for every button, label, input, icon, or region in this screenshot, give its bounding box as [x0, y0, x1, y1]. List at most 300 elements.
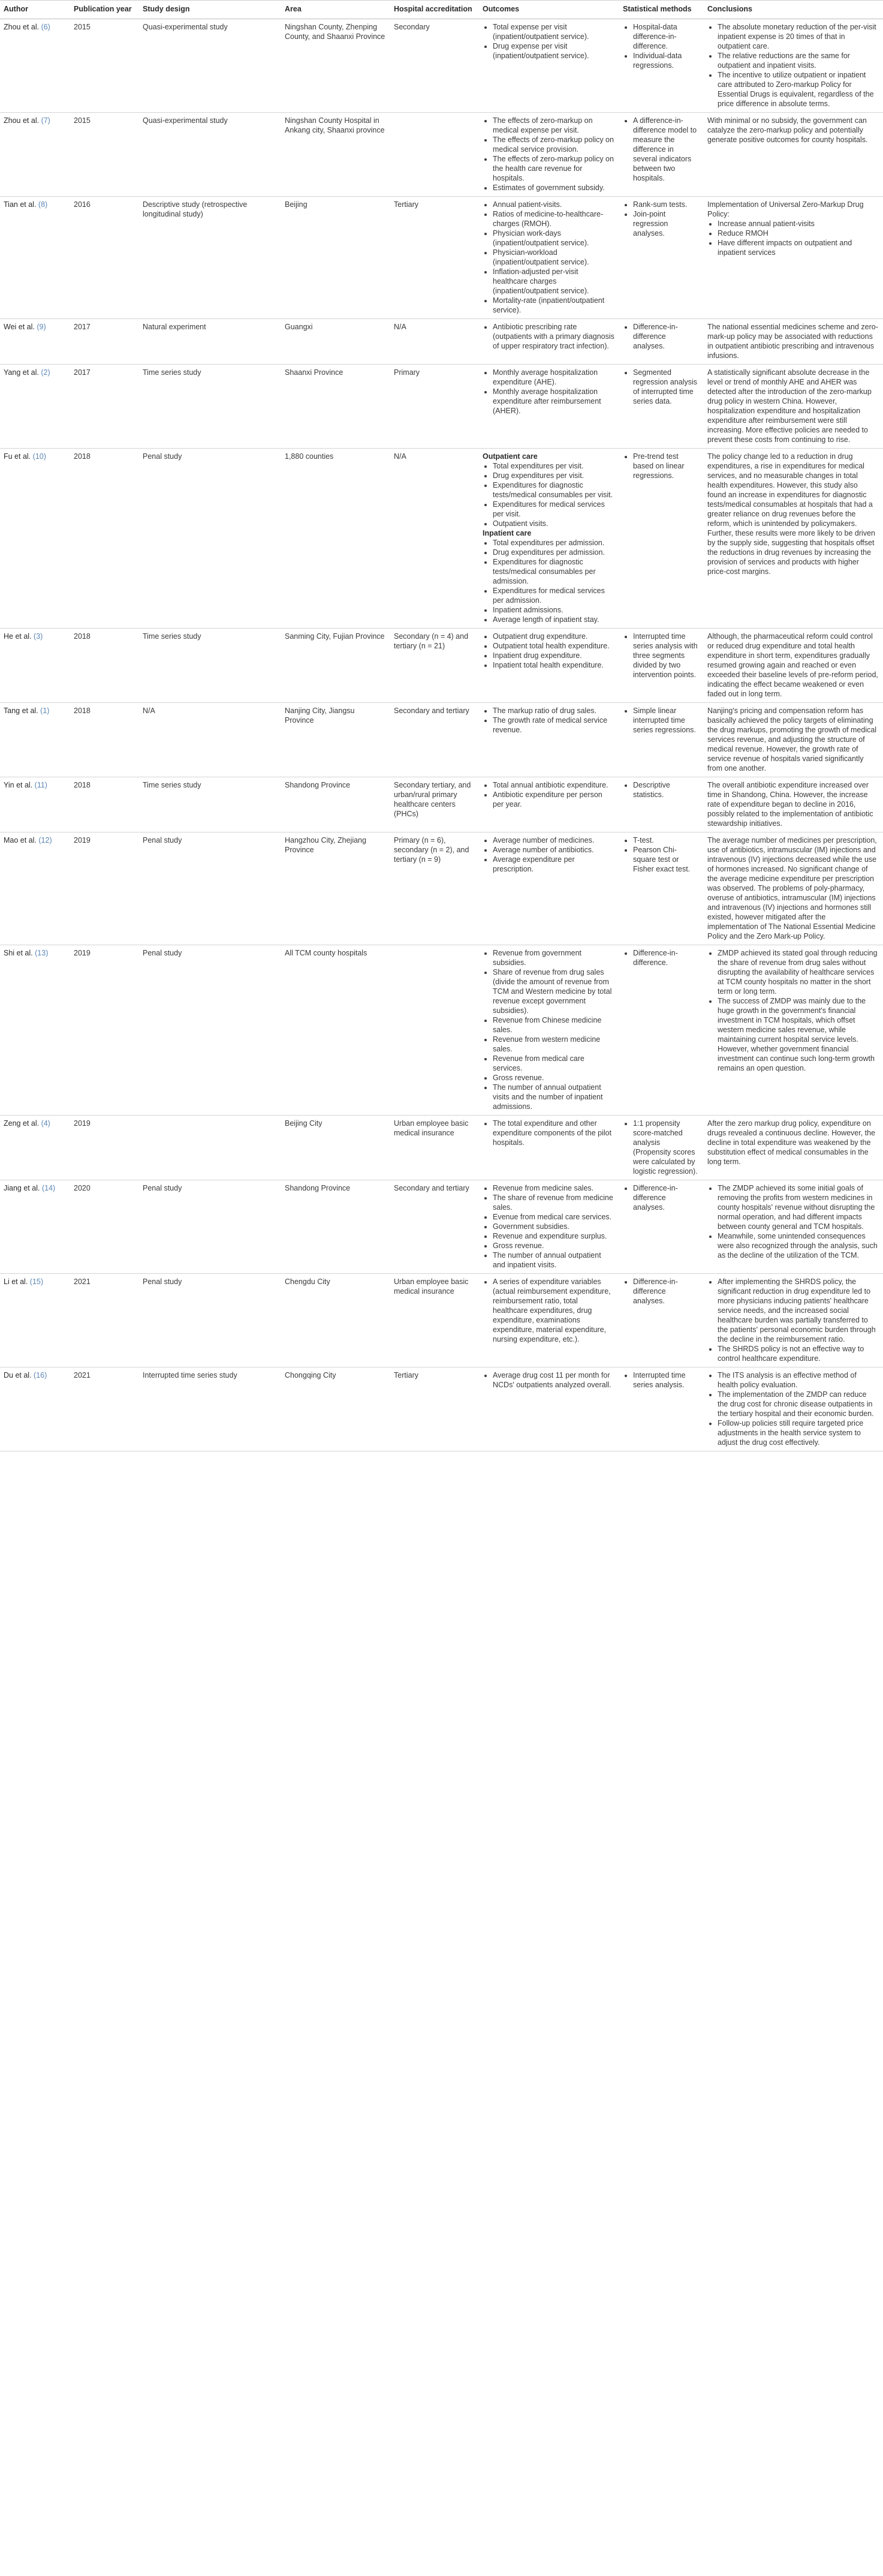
conclusion-item: • The absolute monetary reduction of the per-visit inpatient expense is 20 times of that in outpatient care.	[718, 22, 878, 51]
conclusion-item: • ZMDP achieved its stated goal through reducing the share of revenue from drug sales without disrupting the availability of healthcare services at TCM county hospitals no matter in the short term or long term.	[718, 948, 878, 996]
year-cell: 2018	[70, 449, 139, 629]
reference-link: (13)	[35, 949, 49, 957]
table-row	[0, 1367, 883, 1451]
conclusion-item: • The incentive to utilize outpatient or inpatient care attributed to Zero-markup Policy for Essential Drugs is equivalent, regardless of the price difference in absolute terms.	[718, 70, 878, 109]
author-name: Shi et al.	[4, 949, 33, 957]
method-item: • Rank-sum tests.	[633, 200, 699, 209]
reference-link: (11)	[34, 781, 47, 789]
conclusion-text: The overall antibiotic expenditure increased over time in Shandong, China. However, the increase rate of expenditure began to decline in 2016, possibly related to the implementation of antibiotic stewardship initiatives.	[707, 781, 873, 828]
area-cell: Nanjing City, Jiangsu Province	[281, 703, 390, 777]
author-cell	[0, 777, 70, 832]
methods-list	[623, 780, 699, 799]
accreditation-cell: N/A	[390, 319, 479, 365]
study-design-cell	[139, 1116, 281, 1180]
conclusions-cell	[704, 1274, 883, 1367]
outcomes-cell	[479, 777, 619, 832]
area-cell: 1,880 counties	[281, 449, 390, 629]
methods-cell	[619, 449, 704, 629]
year-cell: 2017	[70, 365, 139, 449]
accreditation-cell: N/A	[390, 449, 479, 629]
author-cell	[0, 1274, 70, 1367]
author-name: Jiang et al.	[4, 1184, 40, 1192]
outcomes-cell	[479, 1180, 619, 1274]
author-name: Zhou et al.	[4, 23, 40, 31]
author-cell	[0, 832, 70, 945]
author-name: Tang et al.	[4, 707, 38, 715]
outcomes-cell	[479, 19, 619, 113]
conclusion-item: • After implementing the SHRDS policy, the significant reduction in drug expenditure led to more physicians inducing patients' healthcare service needs, and the increased social healthcare burden was partially transferred to the patients' personal economic burden through the decline in the reimbursement ratio.	[718, 1277, 878, 1344]
outcomes-list	[483, 116, 614, 193]
author-name: Du et al.	[4, 1371, 32, 1379]
accreditation-cell	[390, 945, 479, 1116]
conclusion-item: • The success of ZMDP was mainly due to the huge growth in the government's financial investment in TCM hospitals, which offset western medicine sales revenue, while maintaining current hospital service levels. However, whether government financial investment can continue such long-term growth remains an open question.	[718, 996, 878, 1073]
study-design-cell: Penal study	[139, 449, 281, 629]
method-item: • Segmented regression analysis of interrupted time series data.	[633, 368, 699, 406]
table-row	[0, 832, 883, 945]
area-cell: Ningshan County Hospital in Ankang city, Shaanxi province	[281, 113, 390, 197]
outcome-item: • The share of revenue from medicine sales.	[493, 1193, 614, 1212]
reference-link: (9)	[37, 323, 46, 331]
year-cell: 2015	[70, 19, 139, 113]
outcome-item: • Total expenditures per admission.	[493, 538, 614, 548]
outcome-item: • Antibiotic prescribing rate (outpatients with a primary diagnosis of upper respiratory tract infection).	[493, 322, 614, 351]
methods-list	[623, 1119, 699, 1176]
outcomes-cell	[479, 1367, 619, 1451]
methods-list	[623, 1183, 699, 1212]
conclusions-cell	[704, 703, 883, 777]
conclusions-list	[707, 1183, 878, 1260]
conclusions-cell	[704, 832, 883, 945]
methods-list	[623, 200, 699, 238]
outcome-item: • Average number of antibiotics.	[493, 845, 614, 855]
conclusions-cell	[704, 629, 883, 703]
author-cell	[0, 319, 70, 365]
author-cell	[0, 1180, 70, 1274]
author-cell	[0, 1116, 70, 1180]
method-item: • A difference-in-difference model to measure the difference in several indicators between two hospitals.	[633, 116, 699, 183]
outcomes-list	[483, 780, 614, 809]
method-item: • T-test.	[633, 835, 699, 845]
methods-cell	[619, 19, 704, 113]
study-design-cell: Penal study	[139, 1180, 281, 1274]
outcome-item: • Estimates of government subsidy.	[493, 183, 614, 193]
conclusion-item: • The relative reductions are the same for outpatient and inpatient visits.	[718, 51, 878, 70]
outcome-item: • Outpatient total health expenditure.	[493, 641, 614, 651]
conclusions-list	[707, 1370, 878, 1447]
outcome-item: • Average drug cost 11 per month for NCDs' outpatients analyzed overall.	[493, 1370, 614, 1390]
author-cell	[0, 365, 70, 449]
area-cell: Guangxi	[281, 319, 390, 365]
outcome-item: • Expenditures for diagnostic tests/medical consumables per visit.	[493, 480, 614, 500]
outcome-item: • Antibiotic expenditure per person per year.	[493, 790, 614, 809]
table-row	[0, 113, 883, 197]
year-cell: 2021	[70, 1367, 139, 1451]
methods-list	[623, 322, 699, 351]
outcome-item: • Average length of inpatient stay.	[493, 615, 614, 624]
methods-list	[623, 1277, 699, 1306]
conclusions-list	[707, 22, 878, 109]
method-item: • Interrupted time series analysis with three segments divided by two intervention points.	[633, 632, 699, 680]
table-row	[0, 1180, 883, 1274]
conclusions-cell	[704, 1180, 883, 1274]
author-name: Zeng et al.	[4, 1119, 40, 1128]
year-cell: 2015	[70, 113, 139, 197]
outcome-item: • Evenue from medical care services.	[493, 1212, 614, 1222]
reference-link: (16)	[34, 1371, 47, 1379]
conclusion-text: The national essential medicines scheme and zero-mark-up policy may be associated with reductions in outpatient antibiotic prescribing and intravenous infusions.	[707, 323, 878, 360]
author-cell	[0, 1367, 70, 1451]
outcome-item: • Drug expenditures per visit.	[493, 471, 614, 480]
outcomes-cell	[479, 703, 619, 777]
year-cell: 2020	[70, 1180, 139, 1274]
column-header: Area	[281, 1, 390, 19]
method-item: • Difference-in-difference.	[633, 948, 699, 967]
table-row	[0, 629, 883, 703]
accreditation-cell: Secondary	[390, 19, 479, 113]
conclusion-item: • The ZMDP achieved its some initial goals of removing the profits from western medicines in county hospitals' revenue without disrupting the normal operation, and had different impacts between county general and TCM hospitals.	[718, 1183, 878, 1231]
methods-list	[623, 706, 699, 735]
outcomes-list	[483, 1119, 614, 1147]
outcome-item: • Outpatient visits.	[493, 519, 614, 528]
area-cell: Ningshan County, Zhenping County, and Shaanxi Province	[281, 19, 390, 113]
conclusions-cell	[704, 197, 883, 319]
conclusion-item: • Reduce RMOH	[718, 229, 878, 238]
method-item: • Individual-data regressions.	[633, 51, 699, 70]
outcomes-list	[483, 322, 614, 351]
method-item: • Interrupted time series analysis.	[633, 1370, 699, 1390]
outcome-item: • Inpatient total health expenditure.	[493, 660, 614, 670]
conclusion-text: The average number of medicines per prescription, use of antibiotics, intramuscular (IM) injections and intravenous (IV) injections decreased while the use of hormones increased. No significant change of the average medicine expenditure per prescription was observed. The problems of poly-pharmacy, overuse of antibiotics, intramuscular (IM) injections and intravenous (IV) injections and hormones still existed, however mitigated after the implementation of The National Essential Medicine Policy and the Zero Mark-up Policy.	[707, 836, 877, 940]
outcome-item: • Drug expenditures per admission.	[493, 548, 614, 557]
year-cell: 2019	[70, 945, 139, 1116]
outcome-item: • Revenue from Chinese medicine sales.	[493, 1015, 614, 1035]
outcome-item: • Inpatient drug expenditure.	[493, 651, 614, 660]
conclusion-item: • The ITS analysis is an effective method of health policy evaluation.	[718, 1370, 878, 1390]
outcome-item: • Total expenditures per visit.	[493, 461, 614, 471]
outcomes-cell	[479, 319, 619, 365]
outcome-item: • Total annual antibiotic expenditure.	[493, 780, 614, 790]
table-body	[0, 19, 883, 1451]
method-item: • Pre-trend test based on linear regressions.	[633, 452, 699, 480]
methods-list	[623, 835, 699, 874]
outcome-item: • Drug expense per visit (inpatient/outpatient service).	[493, 41, 614, 61]
conclusion-item: • Have different impacts on outpatient and inpatient services	[718, 238, 878, 257]
accreditation-cell: Primary (n = 6), secondary (n = 2), and tertiary (n = 9)	[390, 832, 479, 945]
reference-link: (1)	[40, 707, 50, 715]
outcome-item: • The markup ratio of drug sales.	[493, 706, 614, 716]
outcome-item: • The effects of zero-markup on medical expense per visit.	[493, 116, 614, 135]
area-cell: Chongqing City	[281, 1367, 390, 1451]
outcome-item: • Revenue from medicine sales.	[493, 1183, 614, 1193]
outcomes-list	[483, 22, 614, 61]
author-name: Yang et al.	[4, 368, 39, 377]
conclusions-cell	[704, 19, 883, 113]
author-cell	[0, 703, 70, 777]
methods-list	[623, 22, 699, 70]
year-cell: 2017	[70, 319, 139, 365]
year-cell: 2018	[70, 703, 139, 777]
methods-cell	[619, 365, 704, 449]
table-row	[0, 1116, 883, 1180]
table-row	[0, 1274, 883, 1367]
column-header: Author	[0, 1, 70, 19]
author-name: Li et al.	[4, 1278, 28, 1286]
outcomes-cell	[479, 449, 619, 629]
area-cell: All TCM county hospitals	[281, 945, 390, 1116]
accreditation-cell: Primary	[390, 365, 479, 449]
method-item: • 1:1 propensity score-matched analysis (Propensity scores were calculated by logistic regression).	[633, 1119, 699, 1176]
table-row	[0, 945, 883, 1116]
year-cell: 2016	[70, 197, 139, 319]
conclusions-cell	[704, 777, 883, 832]
outcomes-list	[483, 1370, 614, 1390]
outcome-item: • Expenditures for diagnostic tests/medical consumables per admission.	[493, 557, 614, 586]
outcome-item: • Government subsidies.	[493, 1222, 614, 1231]
conclusions-cell	[704, 1116, 883, 1180]
study-design-cell: Quasi-experimental study	[139, 19, 281, 113]
outcomes-cell	[479, 1274, 619, 1367]
outcome-item: • The number of annual outpatient visits and the number of inpatient admissions.	[493, 1083, 614, 1111]
methods-cell	[619, 945, 704, 1116]
methods-cell	[619, 319, 704, 365]
outcomes-list	[483, 452, 614, 624]
study-design-cell: Interrupted time series study	[139, 1367, 281, 1451]
author-name: Zhou et al.	[4, 116, 40, 125]
year-cell: 2018	[70, 777, 139, 832]
author-name: He et al.	[4, 632, 32, 641]
outcome-item: • Expenditures for medical services per visit.	[493, 500, 614, 519]
outcome-item: • Monthly average hospitalization expenditure after reimbursement (AHER).	[493, 387, 614, 416]
area-cell: Beijing	[281, 197, 390, 319]
outcome-item: • The number of annual outpatient and inpatient visits.	[493, 1251, 614, 1270]
conclusions-cell	[704, 449, 883, 629]
conclusions-list	[707, 219, 878, 257]
conclusion-text: Nanjing's pricing and compensation reform has basically achieved the policy targets of eliminating the drug markups, promoting the growth of medical services revenue, and adjusting the structure of medical revenue. However, the growth rate of service revenue of hospitals varied significantly from one another.	[707, 707, 877, 773]
outcome-item: • Annual patient-visits.	[493, 200, 614, 209]
study-design-cell: Penal study	[139, 945, 281, 1116]
outcome-item: • Inpatient admissions.	[493, 605, 614, 615]
outcomes-cell	[479, 832, 619, 945]
reference-link: (12)	[38, 836, 52, 844]
method-item: • Simple linear interrupted time series regressions.	[633, 706, 699, 735]
outcomes-list	[483, 948, 614, 1111]
methods-cell	[619, 832, 704, 945]
column-header: Outcomes	[479, 1, 619, 19]
outcomes-cell	[479, 629, 619, 703]
reference-link: (6)	[41, 23, 50, 31]
conclusions-cell	[704, 365, 883, 449]
methods-list	[623, 948, 699, 967]
outcome-item: • Share of revenue from drug sales (divide the amount of revenue from TCM and Western medicine by total revenue except government subsidies).	[493, 967, 614, 1015]
methods-cell	[619, 629, 704, 703]
methods-cell	[619, 197, 704, 319]
table-row	[0, 703, 883, 777]
outcomes-list	[483, 632, 614, 670]
conclusions-cell	[704, 945, 883, 1116]
header-row	[0, 1, 883, 19]
outcomes-list	[483, 1277, 614, 1344]
accreditation-cell: Tertiary	[390, 197, 479, 319]
accreditation-cell: Tertiary	[390, 1367, 479, 1451]
methods-list	[623, 452, 699, 480]
reference-link: (7)	[41, 116, 50, 125]
outcome-item: • The total expenditure and other expenditure components of the pilot hospitals.	[493, 1119, 614, 1147]
methods-cell	[619, 113, 704, 197]
area-cell: Hangzhou City, Zhejiang Province	[281, 832, 390, 945]
author-name: Tian et al.	[4, 200, 37, 209]
column-header: Hospital accreditation	[390, 1, 479, 19]
conclusion-text: With minimal or no subsidy, the government can catalyze the zero-markup policy and potentially generate positive outcomes for county hospitals.	[707, 116, 868, 144]
outcomes-list	[483, 706, 614, 735]
method-item: • Difference-in-difference analyses.	[633, 1277, 699, 1306]
outcome-item: • Gross revenue.	[493, 1073, 614, 1083]
table-row	[0, 19, 883, 113]
methods-cell	[619, 1116, 704, 1180]
reference-link: (15)	[29, 1278, 44, 1286]
methods-list	[623, 1370, 699, 1390]
method-item: • Hospital-data difference-in-difference.	[633, 22, 699, 51]
outcomes-list	[483, 1183, 614, 1270]
author-cell	[0, 19, 70, 113]
method-item: • Descriptive statistics.	[633, 780, 699, 799]
reference-link: (10)	[32, 452, 46, 461]
column-header: Conclusions	[704, 1, 883, 19]
method-item: • Difference-in-difference analyses.	[633, 322, 699, 351]
outcome-item: • Gross revenue.	[493, 1241, 614, 1251]
accreditation-cell: Urban employee basic medical insurance	[390, 1274, 479, 1367]
author-name: Wei et al.	[4, 323, 35, 331]
table-row	[0, 365, 883, 449]
methods-list	[623, 116, 699, 183]
year-cell: 2019	[70, 1116, 139, 1180]
methods-cell	[619, 703, 704, 777]
outcomes-cell	[479, 1116, 619, 1180]
area-cell: Sanming City, Fujian Province	[281, 629, 390, 703]
outcome-item: • Physician work-days (inpatient/outpatient service).	[493, 229, 614, 248]
method-item: • Join-point regression analyses.	[633, 209, 699, 238]
author-cell	[0, 945, 70, 1116]
conclusion-item: • Follow-up policies still require targeted price adjustments in the health service system to adjust the drug cost effectively.	[718, 1418, 878, 1447]
outcomes-cell	[479, 113, 619, 197]
study-design-cell: Quasi-experimental study	[139, 113, 281, 197]
reference-link: (4)	[41, 1119, 50, 1128]
method-item: • Pearson Chi-square test or Fisher exact test.	[633, 845, 699, 874]
outcome-item: • Revenue from government subsidies.	[493, 948, 614, 967]
outcome-item: • Average expenditure per prescription.	[493, 855, 614, 874]
conclusion-text: Implementation of Universal Zero-Markup Drug Policy:	[707, 200, 864, 218]
table-header	[0, 1, 883, 19]
conclusion-text: A statistically significant absolute decrease in the level or trend of monthly AHE and AHER was detected after the introduction of the zero-markup drug policy in western China. However, hospitalization expenditure and hospitalization expenditure after reimbursement were still increasing. More effective policies are needed to prevent these costs from continuing to rise.	[707, 368, 872, 444]
outcome-item: • The effects of zero-markup policy on the health care revenue for hospitals.	[493, 154, 614, 183]
methods-cell	[619, 1367, 704, 1451]
year-cell: 2019	[70, 832, 139, 945]
outcomes-cell	[479, 197, 619, 319]
author-name: Yin et al.	[4, 781, 33, 789]
outcome-item: • The effects of zero-markup policy on medical service provision.	[493, 135, 614, 154]
study-design-cell: Penal study	[139, 1274, 281, 1367]
area-cell: Beijing City	[281, 1116, 390, 1180]
table-row	[0, 319, 883, 365]
outcome-item: • The growth rate of medical service revenue.	[493, 716, 614, 735]
outcome-item: • Revenue from medical care services.	[493, 1054, 614, 1073]
study-design-cell: Descriptive study (retrospective longitudinal study)	[139, 197, 281, 319]
conclusions-cell	[704, 319, 883, 365]
reference-link: (8)	[38, 200, 48, 209]
outcomes-list	[483, 200, 614, 315]
study-design-cell: Time series study	[139, 365, 281, 449]
conclusion-item: • The SHRDS policy is not an effective way to control healthcare expenditure.	[718, 1344, 878, 1363]
study-design-cell: Time series study	[139, 629, 281, 703]
outcome-item: • Inflation-adjusted per-visit healthcare charges (inpatient/outpatient service).	[493, 267, 614, 296]
conclusions-list	[707, 1277, 878, 1363]
study-design-cell: Time series study	[139, 777, 281, 832]
reference-link: (14)	[41, 1184, 56, 1192]
accreditation-cell: Secondary and tertiary	[390, 1180, 479, 1274]
author-name: Fu et al.	[4, 452, 31, 461]
author-name: Mao et al.	[4, 836, 37, 844]
table-row	[0, 197, 883, 319]
conclusion-text: After the zero markup drug policy, expenditure on drugs revealed a continuous decline. However, the decline in total expenditure was weakened by the substitution effect of medical consumables in the long term.	[707, 1119, 876, 1166]
outcome-item: • Outpatient drug expenditure.	[493, 632, 614, 641]
methods-cell	[619, 1274, 704, 1367]
study-design-cell: Penal study	[139, 832, 281, 945]
reference-link: (3)	[34, 632, 43, 641]
method-item: • Difference-in-difference analyses.	[633, 1183, 699, 1212]
area-cell: Shaanxi Province	[281, 365, 390, 449]
methods-cell	[619, 777, 704, 832]
table-row	[0, 449, 883, 629]
outcome-item: • Mortality-rate (inpatient/outpatient service).	[493, 296, 614, 315]
conclusions-cell	[704, 113, 883, 197]
outcome-item: • Revenue from western medicine sales.	[493, 1035, 614, 1054]
outcome-item: • Expenditures for medical services per admission.	[493, 586, 614, 605]
outcome-item: • Average number of medicines.	[493, 835, 614, 845]
conclusion-text: The policy change led to a reduction in drug expenditures, a rise in expenditures for medical services, and no measurable changes in total health expenditures. However, this study also found an increase in expenditures for diagnostic tests/medical consumables at hospitals that had a greater reliance on drug revenues before the reform, which is unintended by policymakers. Further, these results were more likely to be driven by the supply side, suggesting that hospitals offset the reductions in drug revenues by increasing the provision of services and products with higher price-cost margins.	[707, 452, 875, 576]
outcome-item: • Total expense per visit (inpatient/outpatient service).	[493, 22, 614, 41]
conclusions-list	[707, 948, 878, 1073]
study-design-cell: N/A	[139, 703, 281, 777]
outcomes-cell	[479, 365, 619, 449]
accreditation-cell	[390, 113, 479, 197]
outcomes-list	[483, 835, 614, 874]
author-cell	[0, 449, 70, 629]
year-cell: 2018	[70, 629, 139, 703]
outcomes-list	[483, 368, 614, 416]
conclusion-item: • The implementation of the ZMDP can reduce the drug cost for chronic disease outpatients in the tertiary hospital and their economic burden.	[718, 1390, 878, 1418]
outcomes-cell	[479, 945, 619, 1116]
study-design-cell: Natural experiment	[139, 319, 281, 365]
column-header: Publication year	[70, 1, 139, 19]
author-cell	[0, 197, 70, 319]
methods-cell	[619, 1180, 704, 1274]
conclusion-text: Although, the pharmaceutical reform could control or reduced drug expenditure and total health expenditure in short term, expenditures gradually resumed growing again and reached or even exceeded their baseline levels of pre-reform period, indicating the effect became weakened or even faded out in long term.	[707, 632, 878, 698]
area-cell: Chengdu City	[281, 1274, 390, 1367]
year-cell: 2021	[70, 1274, 139, 1367]
author-cell	[0, 113, 70, 197]
methods-list	[623, 632, 699, 680]
outcome-group-title: Inpatient care	[483, 529, 532, 537]
column-header: Study design	[139, 1, 281, 19]
area-cell: Shandong Province	[281, 1180, 390, 1274]
conclusion-item: • Meanwhile, some unintended consequences were also recognized through the analysis, such as the decline of the utilization of the TCM.	[718, 1231, 878, 1260]
outcome-item: • Monthly average hospitalization expenditure (AHE).	[493, 368, 614, 387]
outcome-item: • Revenue and expenditure surplus.	[493, 1231, 614, 1241]
column-header: Statistical methods	[619, 1, 704, 19]
accreditation-cell: Secondary and tertiary	[390, 703, 479, 777]
reference-link: (2)	[41, 368, 50, 377]
outcome-item: • A series of expenditure variables (actual reimbursement expenditure, reimbursement ratio, total healthcare expenditures, drug expenditure, examinations expenditure, material expenditure, nursing expenditure, etc.).	[493, 1277, 614, 1344]
accreditation-cell: Secondary tertiary, and urban/rural primary healthcare centers (PHCs)	[390, 777, 479, 832]
